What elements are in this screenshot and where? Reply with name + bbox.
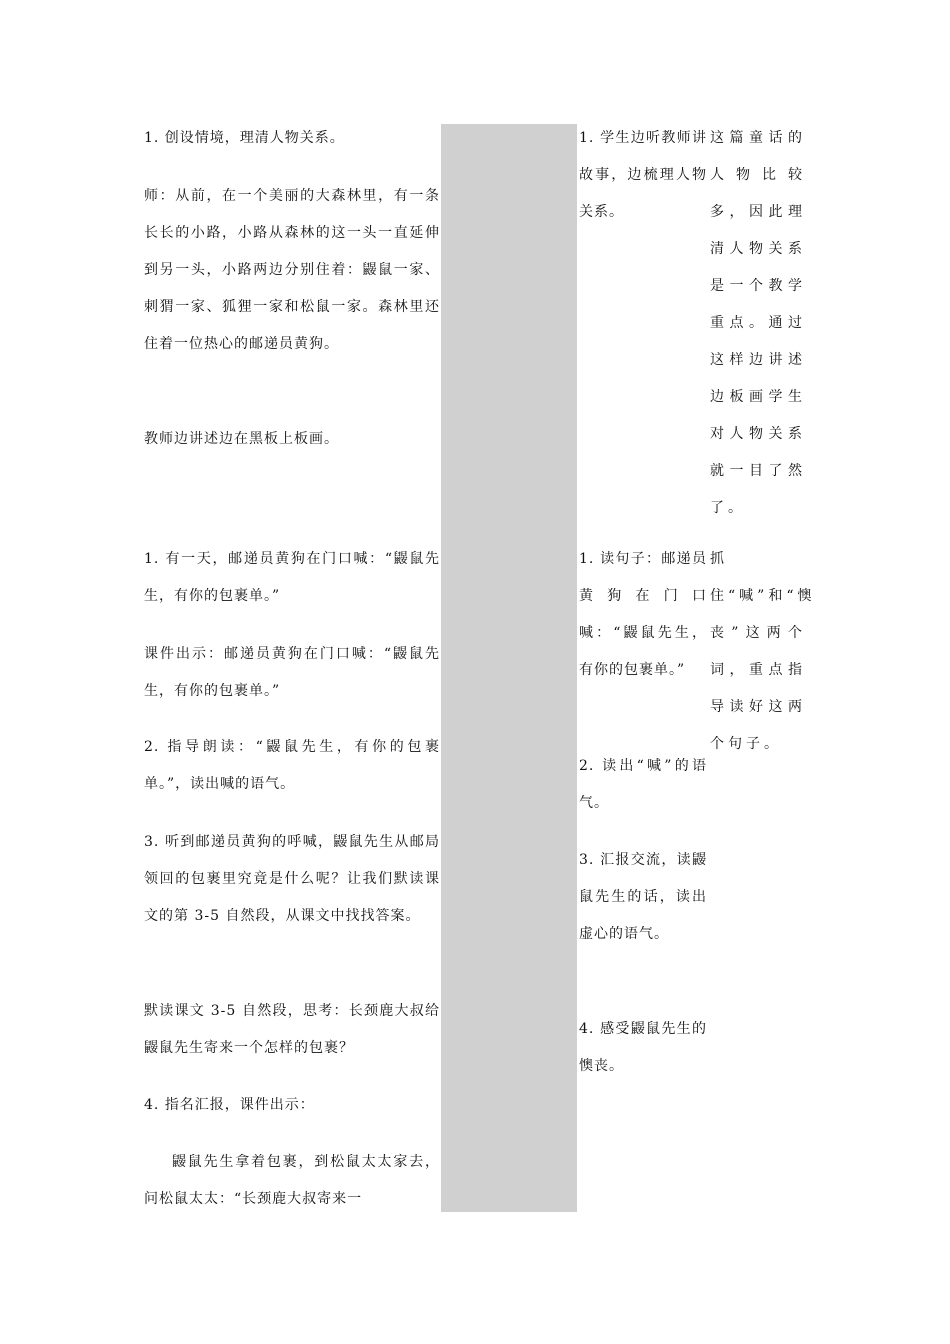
report-step: 4. 指名汇报，课件出示： bbox=[144, 1097, 315, 1113]
design-intent-2: 抓住“喊”和“懊丧”这两个词，重点指导读好这两个句子。 bbox=[710, 551, 816, 752]
student-activity-5: 4. 感受鼹鼠先生的懊丧。 bbox=[579, 1021, 707, 1074]
teacher-narration: 师：从前，在一个美丽的大森林里，有一条长长的小路，小路从森林的这一头一直延伸到另一头，小路两边分别住着：鼹鼠一家、刺猬一家、狐狸一家和松鼠一家。森林里还住着一位热心的邮递员黄狗。 bbox=[144, 188, 440, 352]
student-activity-3: 2. 读出“喊”的语气。 bbox=[579, 758, 707, 811]
reading-guide: 2. 指导朗读：“鼹鼠先生，有你的包裹单。”，读出喊的语气。 bbox=[144, 739, 440, 792]
courseware-show: 课件出示：邮递员黄狗在门口喊：“鼹鼠先生，有你的包裹单。” bbox=[144, 646, 440, 699]
step-heading: 1. 创设情境，理清人物关系。 bbox=[144, 130, 345, 146]
design-intent-1: 这篇童话的人物比较多，因此理清人物关系是一个教学重点。通过这样边讲述边板画学生对人物关系就一目了然了。 bbox=[710, 130, 806, 516]
process-column-shaded bbox=[441, 124, 577, 1212]
question-prompt: 3. 听到邮递员黄狗的呼喊，鼹鼠先生从邮局领回的包裹里究竟是什么呢？让我们默读课文的第 3-5 自然段，从课文中找找答案。 bbox=[144, 834, 440, 924]
step-postman-call: 1. 有一天，邮递员黄狗在门口喊：“鼹鼠先生，有你的包裹单。” bbox=[144, 551, 440, 604]
story-excerpt: 鼹鼠先生拿着包裹，到松鼠太太家去，问松鼠太太：“长颈鹿大叔寄来一 bbox=[144, 1154, 440, 1207]
silent-reading-task: 默读课文 3-5 自然段，思考：长颈鹿大叔给鼹鼠先生寄来一个怎样的包裹？ bbox=[144, 1003, 440, 1056]
teacher-action: 教师边讲述边在黑板上板画。 bbox=[144, 431, 339, 447]
student-activity-1: 1. 学生边听教师讲故事，边梳理人物关系。 bbox=[579, 130, 707, 220]
student-activity-2: 1. 读句子：邮递员黄狗在门口喊：“鼹鼠先生，有你的包裹单。” bbox=[579, 551, 707, 678]
student-activity-4: 3. 汇报交流，读鼹鼠先生的话，读出虚心的语气。 bbox=[579, 852, 707, 942]
